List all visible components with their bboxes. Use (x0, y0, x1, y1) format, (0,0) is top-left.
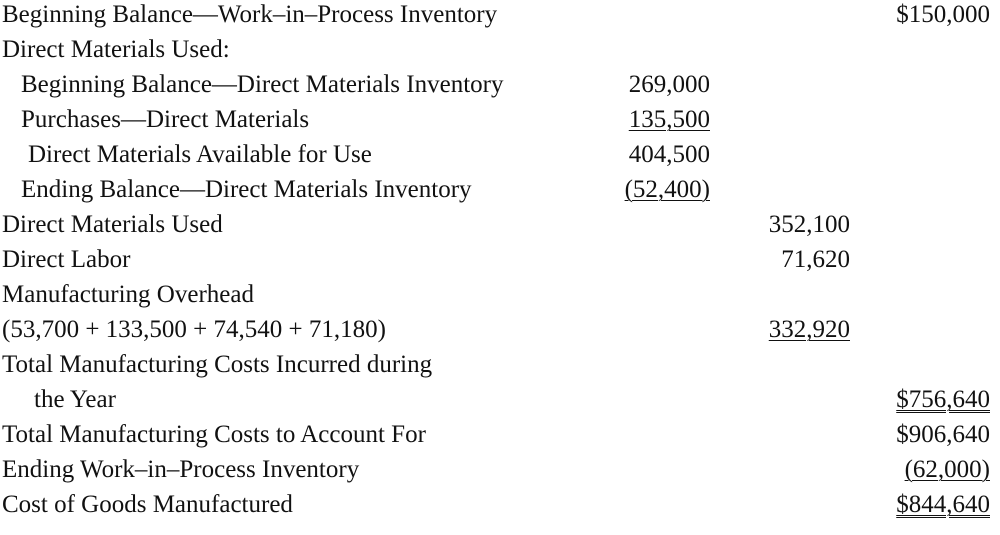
amount-detail: 135,500 (628, 106, 710, 133)
row-total-mfg-costs (0, 382, 1000, 417)
row-label: Beginning Balance—Direct Materials Inventory (21, 71, 504, 98)
row-label: the Year (34, 386, 116, 413)
amount-detail: 269,000 (628, 71, 710, 98)
amount-total: $150,000 (896, 1, 990, 28)
row-mfg-overhead (0, 277, 1000, 312)
row-label: Ending Balance—Direct Materials Inventory (21, 176, 472, 203)
row-label: Direct Labor (2, 246, 131, 273)
row-label: Total Manufacturing Costs Incurred during (2, 351, 433, 378)
amount-subtotal: 352,100 (768, 211, 850, 238)
row-total-costs-to-account (0, 417, 1000, 452)
row-dm-available (0, 137, 1000, 172)
row-label: Direct Materials Available for Use (28, 141, 372, 168)
amount-total: $756,640 (896, 386, 990, 413)
amount-detail: (52,400) (624, 176, 710, 203)
row-label: Cost of Goods Manufactured (2, 491, 293, 518)
row-dm-used (0, 207, 1000, 242)
amount-detail: 404,500 (628, 141, 710, 168)
row-overhead-breakdown (0, 312, 1000, 347)
row-label: (53,700 + 133,500 + 74,540 + 71,180) (2, 316, 386, 343)
row-beginning-dm (0, 67, 1000, 102)
row-label: Direct Materials Used: (2, 36, 230, 63)
row-label: Purchases—Direct Materials (21, 106, 310, 133)
row-label: Direct Materials Used (2, 211, 223, 238)
row-label: Manufacturing Overhead (2, 281, 254, 308)
amount-total: $906,640 (896, 421, 990, 448)
row-total-mfg-costs-heading (0, 347, 1000, 382)
row-label: Beginning Balance—Work–in–Process Inventory (2, 1, 498, 28)
amount-subtotal: 332,920 (768, 316, 850, 343)
row-cogm (0, 487, 1000, 522)
amount-subtotal: 71,620 (781, 246, 850, 273)
amount-total: $844,640 (896, 491, 990, 518)
row-beginning-wip (0, 0, 1000, 32)
row-direct-labor (0, 242, 1000, 277)
row-purchases-dm (0, 102, 1000, 137)
row-ending-dm (0, 172, 1000, 207)
row-direct-materials-heading (0, 32, 1000, 67)
row-ending-wip (0, 452, 1000, 487)
row-label: Ending Work–in–Process Inventory (2, 456, 360, 483)
row-label: Total Manufacturing Costs to Account For (2, 421, 426, 448)
amount-total: (62,000) (904, 456, 990, 483)
